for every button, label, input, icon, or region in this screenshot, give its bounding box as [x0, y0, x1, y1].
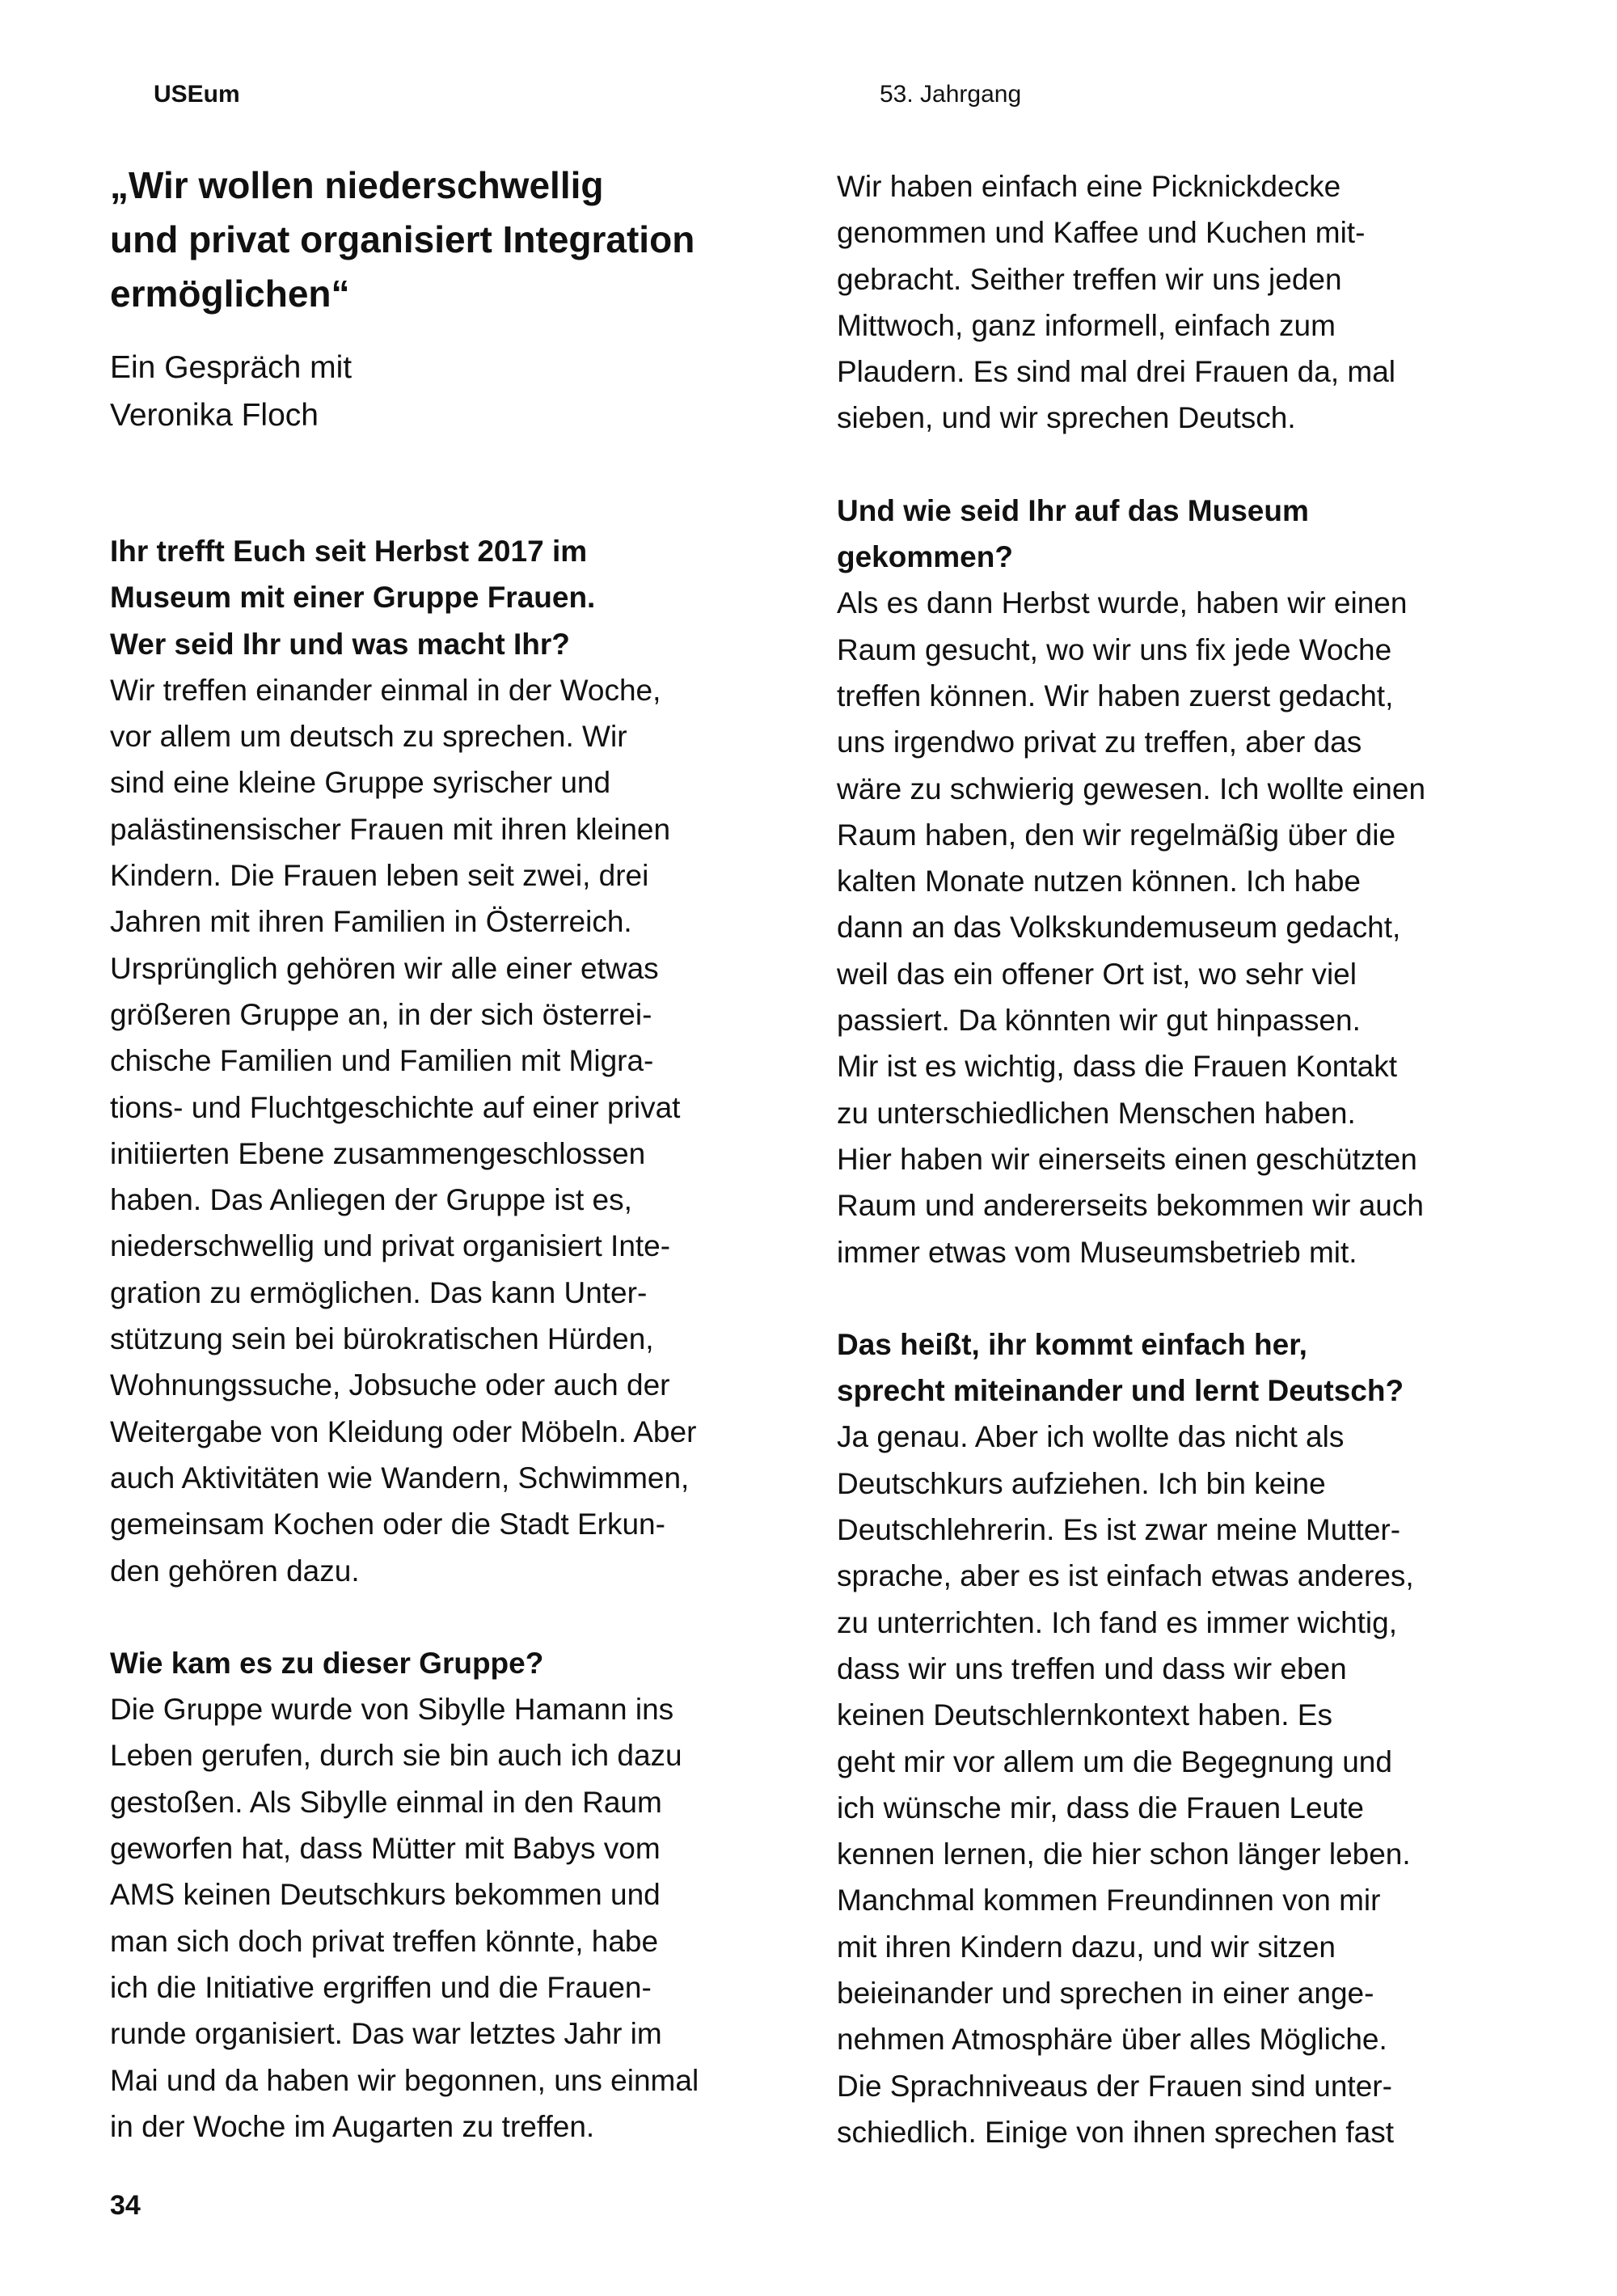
answer-line: geworfen hat, dass Mütter mit Babys vom [110, 1832, 661, 1866]
answer-line: Deutschkurs aufziehen. Ich bin keine [837, 1466, 1326, 1500]
answer-line: man sich doch privat treffen könnte, habe [110, 1924, 659, 1958]
answer-line: den gehören dazu. [110, 1554, 360, 1588]
left-column [110, 159, 805, 2150]
answer-line: in der Woche im Augarten zu treffen. [110, 2109, 595, 2143]
answer-line: gebracht. Seither treffen wir uns jeden [837, 262, 1342, 296]
answer-line: geht mir vor allem um die Begegnung und [837, 1744, 1392, 1778]
title-line: und privat organisiert Integration [110, 218, 695, 260]
answer-line: niederschwellig und privat organisiert Inte- [110, 1229, 671, 1263]
answer-line: kalten Monate nutzen können. Ich habe [837, 865, 1361, 899]
answer-line: Ja genau. Aber ich wollte das nicht als [837, 1420, 1345, 1454]
answer-line: tions- und Fluchtgeschichte auf einer privat [110, 1090, 681, 1124]
answer-line: palästinensischer Frauen mit ihren kleinen [110, 812, 671, 846]
answer-line: Manchmal kommen Freundinnen von mir [837, 1884, 1381, 1918]
answer-line: Als es dann Herbst wurde, haben wir einen [837, 586, 1408, 620]
article-subtitle [110, 344, 805, 439]
answer-line: initiierten Ebene zusammengeschlossen [110, 1136, 646, 1170]
page-number: 34 [110, 2190, 141, 2221]
answer-line: Ursprünglich gehören wir alle einer etwas [110, 951, 659, 985]
answer-line: chische Familien und Familien mit Migra- [110, 1044, 654, 1078]
answer-line: Kindern. Die Frauen leben seit zwei, drei [110, 859, 649, 893]
answer-line: mit ihren Kindern dazu, und wir sitzen [837, 1930, 1336, 1964]
answer-line: sieben, und wir sprechen Deutsch. [837, 401, 1296, 435]
interview-answer [110, 1686, 805, 2150]
answer-line: Raum gesucht, wo wir uns fix jede Woche [837, 632, 1392, 666]
question-line: Ihr trefft Euch seit Herbst 2017 im [110, 535, 588, 568]
answer-line: vor allem um deutsch zu sprechen. Wir [110, 720, 627, 754]
answer-line: wäre zu schwierig gewesen. Ich wollte einen [837, 772, 1426, 806]
answer-line: uns irgendwo privat zu treffen, aber das [837, 725, 1362, 759]
title-line: ermöglichen“ [110, 273, 350, 315]
answer-line: größeren Gruppe an, in der sich österrei- [110, 997, 652, 1031]
running-header-magazine: USEum [154, 81, 240, 108]
answer-line: dass wir uns treffen und dass wir eben [837, 1651, 1347, 1685]
answer-line: Deutschlehrerin. Es ist zwar meine Mutter- [837, 1513, 1401, 1547]
answer-line: Raum und andererseits bekommen wir auch [837, 1189, 1424, 1223]
interview-question [837, 1321, 1532, 1414]
question-line: Museum mit einer Gruppe Frauen. [110, 581, 596, 615]
question-line: Das heißt, ihr kommt einfach her, [837, 1327, 1307, 1361]
article-title [110, 159, 805, 321]
answer-line: Mir ist es wichtig, dass die Frauen Kontakt [837, 1050, 1398, 1084]
answer-line: Raum haben, den wir regelmäßig über die [837, 818, 1396, 852]
answer-line: sprache, aber es ist einfach etwas anderes, [837, 1559, 1414, 1593]
interview-question [110, 528, 805, 667]
answer-line: immer etwas vom Museumsbetrieb mit. [837, 1235, 1357, 1269]
running-header-volume: 53. Jahrgang [880, 81, 1022, 108]
answer-line: gemeinsam Kochen oder die Stadt Erkun- [110, 1507, 665, 1541]
question-line: Wer seid Ihr und was macht Ihr? [110, 627, 570, 661]
answer-line: Die Gruppe wurde von Sibylle Hamann ins [110, 1693, 674, 1727]
answer-line: zu unterschiedlichen Menschen haben. [837, 1096, 1356, 1130]
interview-answer [837, 1414, 1532, 2155]
answer-line: Hier haben wir einerseits einen geschützten [837, 1142, 1417, 1176]
answer-continuation [837, 163, 1532, 442]
question-line: sprecht miteinander und lernt Deutsch? [837, 1374, 1404, 1408]
answer-line: ich die Initiative ergriffen und die Frauen- [110, 1970, 652, 2004]
answer-line: kennen lernen, die hier schon länger leben. [837, 1837, 1411, 1871]
answer-line: Jahren mit ihren Familien in Österreich. [110, 905, 632, 939]
question-line: Wie kam es zu dieser Gruppe? [110, 1646, 544, 1680]
answer-line: dann an das Volkskundemuseum gedacht, [837, 911, 1401, 945]
answer-line: gration zu ermöglichen. Das kann Unter- [110, 1275, 648, 1309]
answer-line: auch Aktivitäten wie Wandern, Schwimmen, [110, 1461, 690, 1495]
answer-line: nehmen Atmosphäre über alles Mögliche. [837, 2023, 1387, 2057]
interview-question [837, 488, 1532, 581]
answer-line: keinen Deutschlernkontext haben. Es [837, 1698, 1332, 1732]
answer-line: Mai und da haben wir begonnen, uns einmal [110, 2063, 699, 2097]
answer-line: ich wünsche mir, dass die Frauen Leute [837, 1791, 1364, 1825]
right-column [837, 163, 1532, 2155]
answer-line: gestoßen. Als Sibylle einmal in den Raum [110, 1785, 662, 1819]
answer-line: genommen und Kaffee und Kuchen mit- [837, 216, 1366, 250]
answer-line: haben. Das Anliegen der Gruppe ist es, [110, 1183, 632, 1217]
interview-answer [110, 667, 805, 1594]
answer-line: weil das ein offener Ort ist, wo sehr viel [837, 957, 1357, 991]
title-line: „Wir wollen niederschwellig [110, 164, 604, 206]
answer-line: Leben gerufen, durch sie bin auch ich dazu [110, 1739, 682, 1773]
answer-line: Wir treffen einander einmal in der Woche, [110, 673, 661, 707]
answer-line: Wohnungssuche, Jobsuche oder auch der [110, 1368, 670, 1402]
subtitle-line: Ein Gespräch mit [110, 350, 353, 385]
interview-question [110, 1640, 805, 1686]
answer-line: passiert. Da könnten wir gut hinpassen. [837, 1004, 1361, 1038]
question-line: gekommen? [837, 540, 1013, 574]
answer-line: beieinander und sprechen in einer ange- [837, 1976, 1374, 2010]
answer-line: stützung sein bei bürokratischen Hürden, [110, 1322, 654, 1356]
answer-line: Weitergabe von Kleidung oder Möbeln. Aber [110, 1414, 697, 1448]
interview-answer [837, 580, 1532, 1275]
answer-line: Die Sprachniveaus der Frauen sind unter- [837, 2069, 1392, 2103]
question-line: Und wie seid Ihr auf das Museum [837, 493, 1309, 527]
answer-line: zu unterrichten. Ich fand es immer wichtig, [837, 1605, 1398, 1639]
answer-line: Wir haben einfach eine Picknickdecke [837, 170, 1341, 203]
subtitle-line: Veronika Floch [110, 398, 319, 433]
answer-line: AMS keinen Deutschkurs bekommen und [110, 1878, 661, 1912]
answer-line: sind eine kleine Gruppe syrischer und [110, 766, 611, 800]
answer-line: runde organisiert. Das war letztes Jahr im [110, 2017, 662, 2051]
answer-line: treffen können. Wir haben zuerst gedacht, [837, 679, 1394, 712]
answer-line: Mittwoch, ganz informell, einfach zum [837, 308, 1336, 342]
answer-line: schiedlich. Einige von ihnen sprechen fast [837, 2115, 1395, 2149]
answer-line: Plaudern. Es sind mal drei Frauen da, mal [837, 355, 1396, 389]
